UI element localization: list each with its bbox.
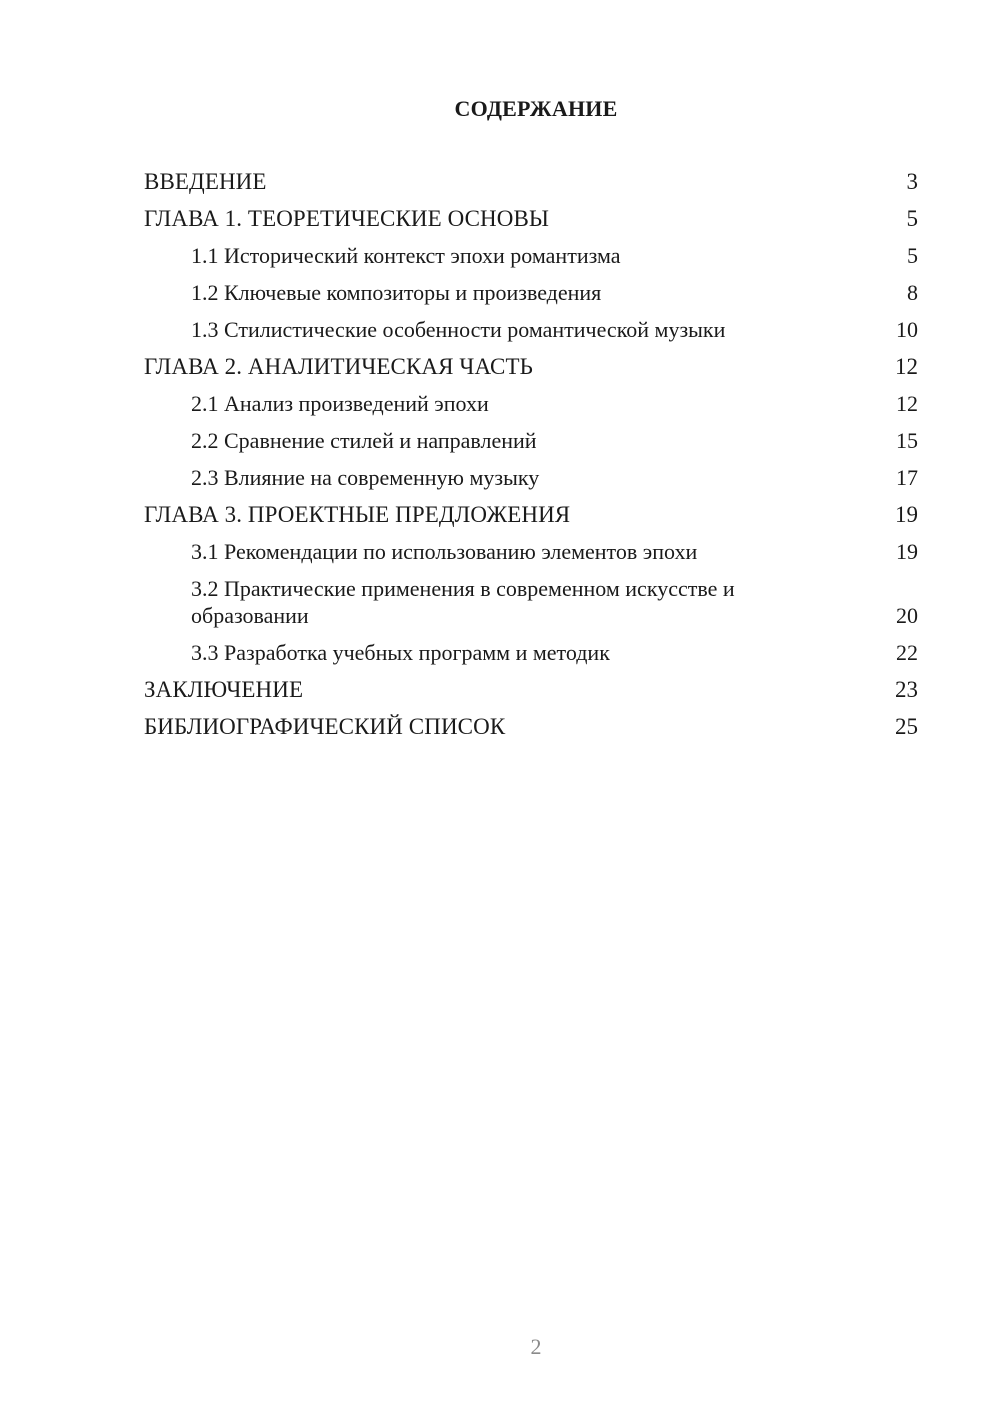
toc-entry-page: 5	[906, 206, 918, 231]
toc-entry-label: ГЛАВА 2. АНАЛИТИЧЕСКАЯ ЧАСТЬ	[144, 354, 533, 379]
toc-entry-page: 17	[896, 465, 918, 490]
toc-entry-label: ВВЕДЕНИЕ	[144, 169, 267, 194]
toc-entry-label: БИБЛИОГРАФИЧЕСКИЙ СПИСОК	[144, 714, 506, 739]
toc-entry-chapter	[144, 205, 918, 232]
toc-entry-section	[144, 427, 918, 454]
toc-entry-chapter	[144, 501, 918, 528]
toc-entry-label: 1.1 Исторический контекст эпохи романтизма	[191, 243, 621, 268]
toc-entry-page: 12	[895, 354, 918, 379]
toc-entry-page: 5	[907, 243, 918, 268]
toc-entry-page: 10	[896, 317, 918, 342]
toc-entry-label: 3.2 Практические применения в современном искусстве и образовании	[191, 576, 735, 628]
toc-entry-section	[144, 575, 918, 629]
toc-entry-page: 19	[896, 539, 918, 564]
toc-entry-page: 15	[896, 428, 918, 453]
toc-entry-page: 23	[895, 677, 918, 702]
page-number: 2	[530, 1334, 542, 1359]
toc-entry-page: 8	[907, 280, 918, 305]
toc-entry-section	[144, 279, 918, 306]
toc-entry-page: 12	[896, 391, 918, 416]
toc-entry-page: 3	[906, 169, 918, 194]
toc-entry-label: 2.1 Анализ произведений эпохи	[191, 391, 489, 416]
toc-entry-label: 2.3 Влияние на современную музыку	[191, 465, 540, 490]
toc-entry-label: 3.1 Рекомендации по использованию элементов эпохи	[191, 539, 698, 564]
table-of-contents	[144, 168, 918, 750]
toc-entry-section	[144, 390, 918, 417]
toc-entry-label: 1.2 Ключевые композиторы и произведения	[191, 280, 602, 305]
toc-entry-chapter	[144, 353, 918, 380]
toc-entry-page: 25	[895, 714, 918, 739]
toc-entry-section	[144, 464, 918, 491]
toc-entry-section	[144, 538, 918, 565]
toc-entry-label: ГЛАВА 1. ТЕОРЕТИЧЕСКИЕ ОСНОВЫ	[144, 206, 550, 231]
toc-entry-section	[144, 242, 918, 269]
toc-entry-page: 20	[896, 603, 918, 628]
toc-entry-section	[144, 639, 918, 666]
toc-entry-chapter	[144, 676, 918, 703]
toc-entry-label: 2.2 Сравнение стилей и направлений	[191, 428, 537, 453]
toc-entry-label: ЗАКЛЮЧЕНИЕ	[144, 677, 304, 702]
toc-entry-chapter	[144, 713, 918, 740]
toc-entry-label: ГЛАВА 3. ПРОЕКТНЫЕ ПРЕДЛОЖЕНИЯ	[144, 502, 571, 527]
toc-entry-section	[144, 316, 918, 343]
toc-entry-label: 1.3 Стилистические особенности романтической музыки	[191, 317, 726, 342]
toc-entry-label: 3.3 Разработка учебных программ и методик	[191, 640, 610, 665]
toc-entry-chapter	[144, 168, 918, 195]
toc-entry-page: 19	[895, 502, 918, 527]
page-title: СОДЕРЖАНИЕ	[454, 96, 618, 121]
toc-entry-page: 22	[896, 640, 918, 665]
